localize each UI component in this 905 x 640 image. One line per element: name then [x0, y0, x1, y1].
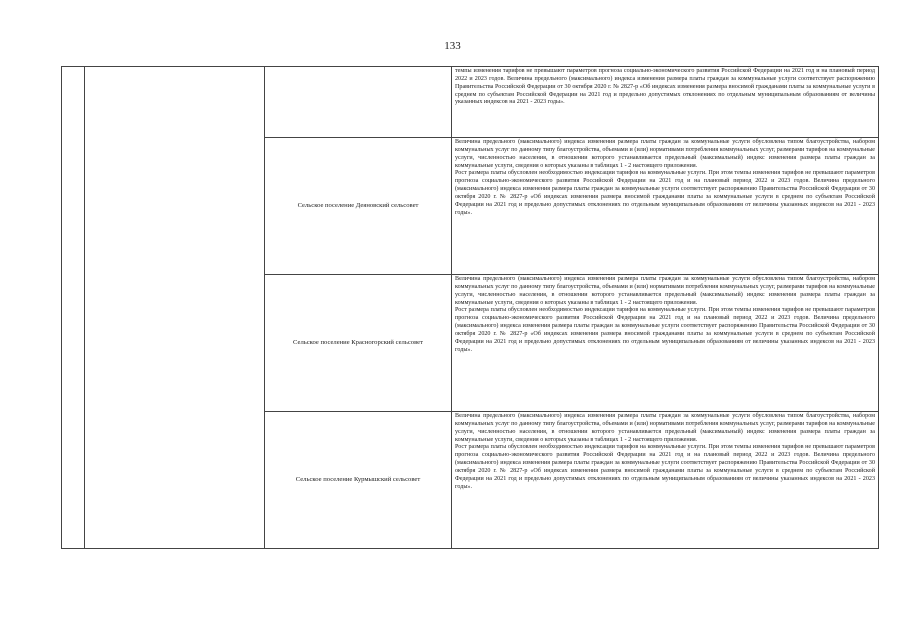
- description-paragraph: Величина предельного (максимального) индекса изменения размера платы граждан за коммунальные услуги обусловлена типом благоустройства, набором коммунальных услуг по данному типу благоустройства, объемами и (или) нормативами потребления коммунальных услуг, размерами тарифов на коммунальные услуги, численностью населения, в отношении которого устанавливается предельный (максимальный) индекс изменения размера платы граждан за коммунальные услуги, сведения о которых указаны в таблицах 1 - 2 настоящего приложения.: [455, 413, 875, 443]
- table-cell-index: [62, 67, 85, 549]
- settlement-name: Сельское поселение Красногорский сельсовет: [265, 275, 452, 412]
- description-paragraph: Величина предельного (максимального) индекса изменения размера платы граждан за коммунальные услуги обусловлена типом благоустройства, набором коммунальных услуг по данному типу благоустройства, объемами и (или) нормативами потребления коммунальных услуг, размерами тарифов на коммунальные услуги, численностью населения, в отношении которого устанавливается предельный (максимальный) индекс изменения размера платы граждан за коммунальные услуги, сведения о которых указаны в таблицах 1 - 2 настоящего приложения.: [455, 139, 875, 169]
- table-cell-municipality: [85, 67, 265, 549]
- description-cell: [452, 412, 879, 549]
- document-table: [61, 66, 879, 549]
- description-paragraph: Рост размера платы обусловлен необходимостью индексации тарифов на коммунальные услуги. При этом темпы изменения тарифов не превышают параметров прогноза социально-экономического развития Российской Федерации на 2021 год и на плановый период 2022 и 2023 годов. Величина предельного (максимального) индекса изменения размера платы граждан за коммунальные услуги соответствует распоряжению Правительства Российской Федерации от 30 октября 2020 г. № 2827-р «Об индексах изменения размера вносимой гражданами платы за коммунальные услуги в среднем по субъектам Российской Федерации на 2021 год и предельно допустимых отклонениях по отдельным муниципальным образованиям от величины указанных индексов на 2021 - 2023 годы».: [455, 307, 875, 353]
- settlement-name: Сельское поселение Деяновский сельсовет: [265, 138, 452, 275]
- description-cell: [452, 138, 879, 275]
- description-cell: [452, 67, 879, 138]
- settlement-name: Сельское поселение Курмышский сельсовет: [265, 412, 452, 549]
- page-number: 133: [444, 40, 461, 52]
- description-paragraph: Рост размера платы обусловлен необходимостью индексации тарифов на коммунальные услуги. При этом темпы изменения тарифов не превышают параметров прогноза социально-экономического развития Российской Федерации на 2021 год и на плановый период 2022 и 2023 годов. Величина предельного (максимального) индекса изменения размера платы граждан за коммунальные услуги соответствует распоряжению Правительства Российской Федерации от 30 октября 2020 г. № 2827-р «Об индексах изменения размера вносимой гражданами платы за коммунальные услуги в среднем по субъектам Российской Федерации на 2021 год и предельно допустимых отклонениях по отдельным муниципальным образованиям от величины указанных индексов на 2021 - 2023 годы».: [455, 170, 875, 216]
- description-paragraph: Величина предельного (максимального) индекса изменения размера платы граждан за коммунальные услуги обусловлена типом благоустройства, набором коммунальных услуг по данному типу благоустройства, объемами и (или) нормативами потребления коммунальных услуг, размерами тарифов на коммунальные услуги, численностью населения, в отношении которого устанавливается предельный (максимальный) индекс изменения размера платы граждан за коммунальные услуги, сведения о которых указаны в таблицах 1 - 2 настоящего приложения.: [455, 276, 875, 306]
- table-row: [62, 67, 879, 138]
- settlement-name: [265, 67, 452, 138]
- description-paragraph: темпы изменения тарифов не превышают параметров прогноза социально-экономического развития Российской Федерации на 2021 год и на плановый период 2022 и 2023 годов. Величина предельного (максимального) индекса изменения размера платы граждан за коммунальные услуги соответствует распоряжению Правительства Российской Федерации от 30 октября 2020 г. № 2827-р «Об индексах изменения размера вносимой гражданами платы за коммунальные услуги в среднем по субъектам Российской Федерации на 2021 год и предельно допустимых отклонениях по отдельным муниципальным образованиям от величины указанных индексов на 2021 - 2023 годы».: [455, 68, 875, 106]
- description-paragraph: Рост размера платы обусловлен необходимостью индексации тарифов на коммунальные услуги. При этом темпы изменения тарифов не превышают параметров прогноза социально-экономического развития Российской Федерации на 2021 год и на плановый период 2022 и 2023 годов. Величина предельного (максимального) индекса изменения размера платы граждан за коммунальные услуги соответствует распоряжению Правительства Российской Федерации от 30 октября 2020 г. № 2827-р «Об индексах изменения размера вносимой гражданами платы за коммунальные услуги в среднем по субъектам Российской Федерации на 2021 год и предельно допустимых отклонениях по отдельным муниципальным образованиям от величины указанных индексов на 2021 - 2023 годы».: [455, 444, 875, 490]
- description-cell: [452, 275, 879, 412]
